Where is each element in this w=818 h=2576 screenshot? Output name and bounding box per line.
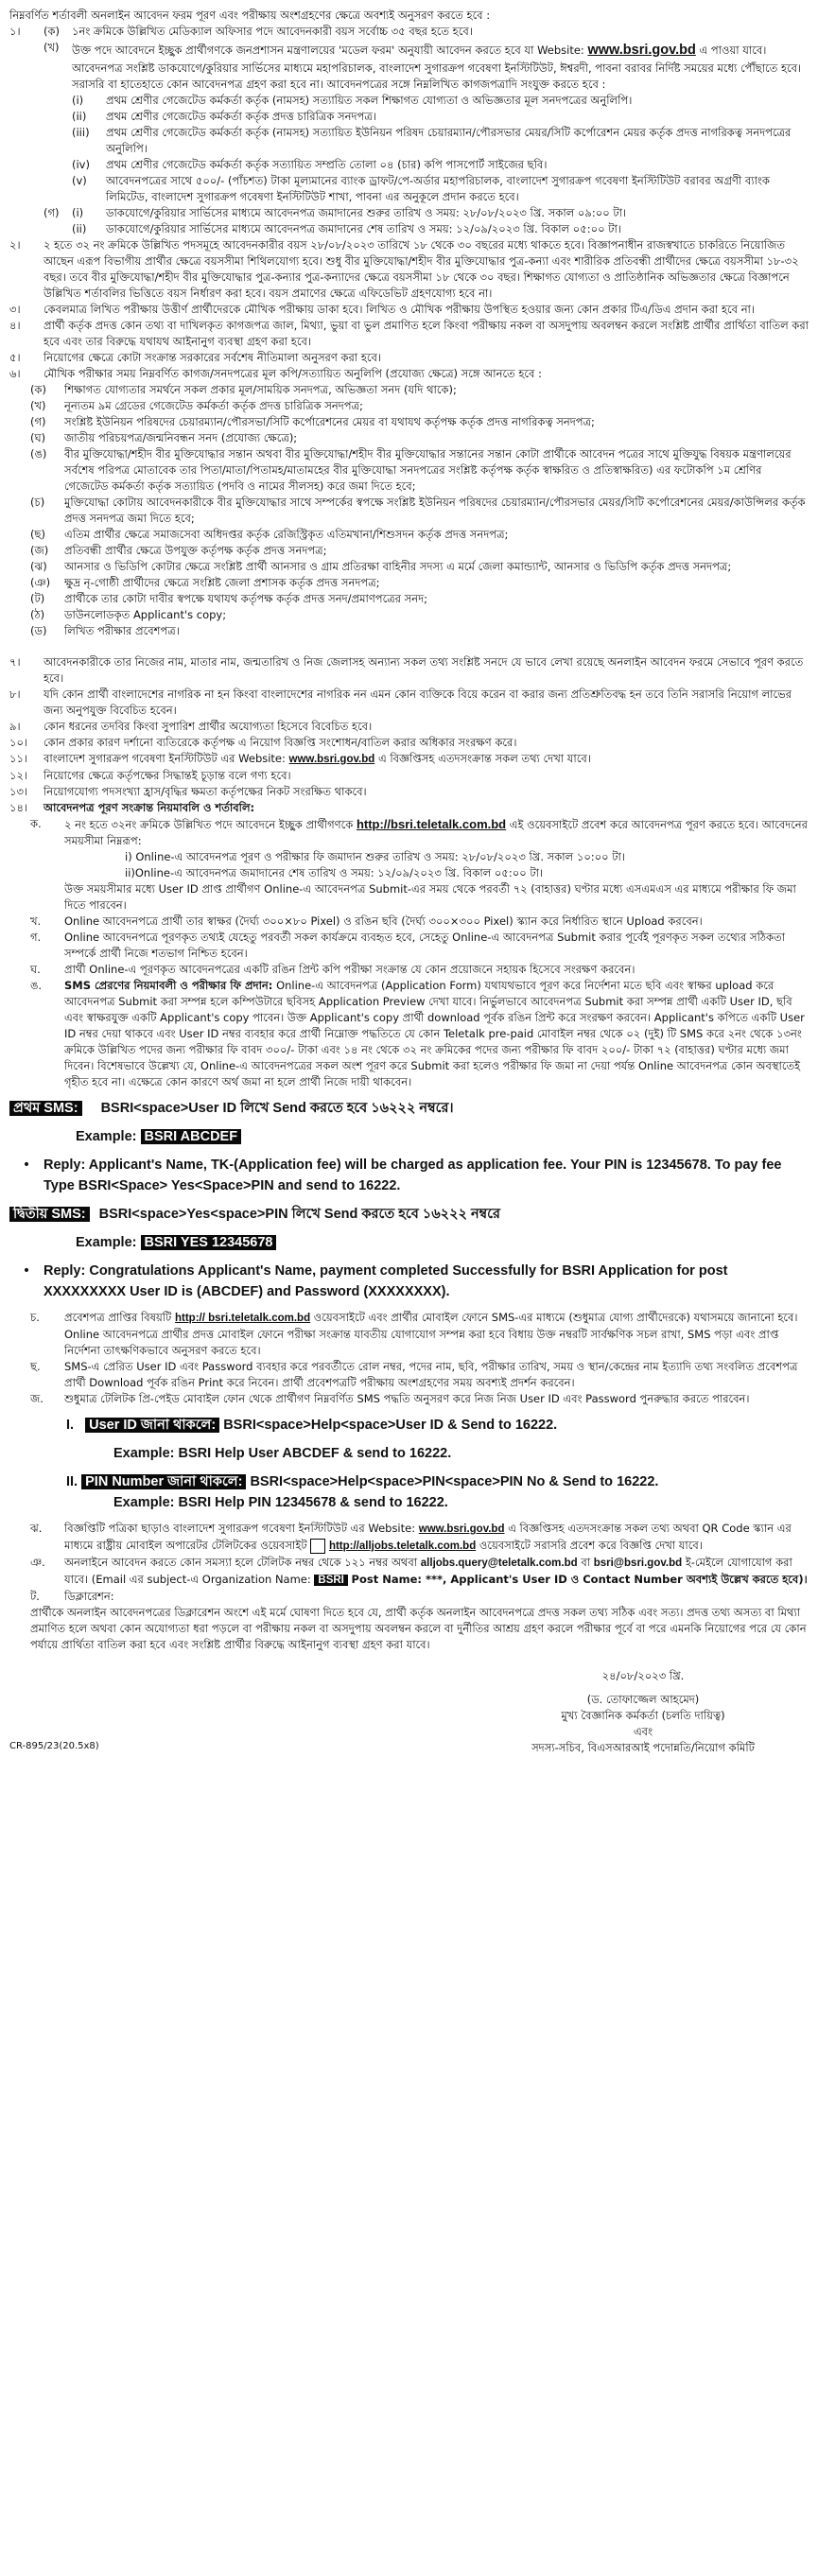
clause-13: ১৩। নিয়োগযোগ্য পদসংখ্যা হ্রাস/বৃদ্ধির ক্ষমতা কর্তৃপক্ষের নিকট সংরক্ষিত থাকবে। [9, 785, 367, 798]
list-item: (ঠ) ডাউনলোডকৃত Applicant's copy; [30, 608, 227, 621]
signatory-title: মুখ্য বৈজ্ঞানিক কর্মকর্তা (চলতি দায়িত্ব) [561, 1709, 725, 1722]
clause-1-items [9, 93, 809, 205]
list-item: জ. শুধুমাত্র টেলিটক প্রি-পেইড মোবাইল ফোন থেকে প্রার্থীগণ নিম্নবর্ণিত SMS পদ্ধতি অনুসরণ করে নিজ নিজ User ID এবং Password পুনরুদ্ধার করতে পারবেন। [30, 1392, 750, 1405]
clause-number: ১। [9, 25, 21, 38]
second-sms-label: দ্বিতীয় SMS: [9, 1207, 90, 1222]
clause-9: ৯। কোন ধরনের তদবির কিংবা সুপারিশ প্রার্থীর অযোগ্যতা হিসেবে বিবেচিত হবে। [9, 720, 373, 733]
clause-2: ২। ২ হতে ৩২ নং ক্রমিকে উল্লিখিত পদসমূহে আবেদনকারীর বয়স ২৮/০৮/২০২৩ তারিখে ১৮ থেকে ৩০ বছরের মধ্যে থাকতে হবে। বিজ্ঞাপনাধীন রাজস্বখাতে চাকরিতে নিয়োজিত আছেন এরূপ বিভাগীয় প্রার্থীর ক্ষেত্রে বয়সসীমা শিথিলযোগ্য হবে। শুধু বীর মুক্তিযোদ্ধা/শহীদ বীর মুক্তিযোদ্ধার পুত্র-কন্যা এবং শারীরিক প্রতিবন্ধী প্রার্থীদের ক্ষেত্রে বয়সসীমা ১৮-৩২ বছর। তবে বীর মুক্তিযোদ্ধা/শহীদ বীর মুক্তিযোদ্ধার পুত্র-কন্যার পুত্র-কন্যাদের ক্ষেত্রে বয়সসীমা ১৮ থেকে ৩০ বছর। শিক্ষাগত যোগ্যতা ও প্রাতিষ্ঠানিক অভিজ্ঞতার ক্ষেত্রে বিজ্ঞাপনে উল্লিখিত শর্তাবলির ভিত্তিতে বয়স নির্ধারণ করা হবে। বয়স প্রমাণের ক্ষেত্রে এফিডেভিট গ্রহণযোগ্য হবে না। [9, 238, 799, 300]
signatory-title-2: সদস্য-সচিব, বিএসআরআই পদোন্নতি/নিয়োগ কমিটি [531, 1741, 755, 1754]
website-link[interactable]: www.bsri.gov.bd [418, 1523, 505, 1535]
website-link[interactable]: www.bsri.gov.bd [587, 43, 696, 58]
clause-14-final [9, 1521, 809, 1653]
teletalk-link[interactable]: http://bsri.teletalk.com.bd [356, 817, 507, 831]
recovery-pin-example: Example: BSRI Help PIN 12345678 & send to 16222. [113, 1495, 448, 1510]
clause-1b [9, 40, 809, 93]
list-item: (iii) প্রথম শ্রেণীর গেজেটেড কর্মকর্তা কর্তৃক (নামসহ) সত্যায়িত ইউনিয়ন পরিষদ চেয়ারম্যান/পৌরসভার মেয়র/সিটি কর্পোরেশন মেয়র কর্তৃক প্রদত্ত নাগরিকত্ব সনদপত্রের অনুলিপি। [72, 126, 792, 155]
clause-sub-label: (খ) [44, 41, 60, 54]
list-item: (গ) সংশ্লিষ্ট ইউনিয়ন পরিষদের চেয়ারম্যান/পৌরসভা/সিটি কর্পোরেশনের মেয়র বা যথাযথ কর্তৃপক্ষ কর্তৃক প্রদত্ত নাগরিকত্ব সনদপত্র; [30, 415, 595, 428]
signature-date: ২৪/০৮/২০২৩ খ্রি. [601, 1669, 685, 1682]
clause-14-items [9, 816, 809, 1090]
fee-note: উক্ত সময়সীমার মধ্যে User ID প্রাপ্ত প্রার্থীগণ Online-এ আবেদনপত্র Submit-এর সময় থেকে পরবর্তী ৭২ (বাহাত্তর) ঘণ্টার মধ্যে এসএমএস এর মাধ্যমে পরীক্ষার ফি জমা দিতে পারবেন। [64, 882, 796, 912]
recovery-user-id-example: Example: BSRI Help User ABCDEF & send to 16222. [113, 1446, 452, 1461]
date-line: i) Online-এ আবেদনপত্র পূরণ ও পরীক্ষার ফি জমাদান শুরুর তারিখ ও সময়: ২৮/০৮/২০২৩ খ্রি. সকাল ১০:০০ টা। [125, 850, 625, 863]
list-item: (চ) মুক্তিযোদ্ধা কোটায় আবেদনকারীকে বীর মুক্তিযোদ্ধার সাথে সম্পর্কের স্বপক্ষে সংশ্লিষ্ট ইউনিয়ন পরিষদের চেয়ারম্যান/পৌরসভার মেয়র/সিটি কর্পোরেশনের মেয়র/কাউন্সিলর কর্তৃক প্রদত্ত সনদপত্র জমা দিতে হবে; [30, 496, 806, 525]
clause-6: ৬। মৌখিক পরীক্ষার সময় নিম্নবর্ণিত কাগজ/সনদপত্রের মূল কপি/সত্যায়িত অনুলিপি (প্রযোজ্য ক্ষেত্রে) সঙ্গে আনতে হবে : [9, 367, 542, 380]
second-sms-line: দ্বিতীয় SMS: BSRI<space>Yes<space>PIN লিখে Send করতে হবে ১৬২২২ নম্বরে [9, 1204, 809, 1225]
list-item: গ. Online আবেদনপত্রে পূরণকৃত তথ্যই যেহেতু পরবর্তী সকল কার্যক্রমে ব্যবহৃত হবে, সেহেতু Online-এ আবেদনপত্র Submit করার পূর্বেই পূরণকৃত সকল তথ্যের সঠিকতা সম্পর্কে প্রার্থী নিজে শতভাগ নিশ্চিত হবেন। [30, 931, 786, 960]
list-item: (ক) শিক্ষাগত যোগ্যতার সমর্থনে সকল প্রকার মূল/সাময়িক সনদপত্র, অভিজ্ঞতা সনদ (যদি থাকে); [30, 383, 457, 396]
list-item: (ঝ) আনসার ও ভিডিপি কোটার ক্ষেত্রে সংশ্লিষ্ট প্রার্থী আনসার ও গ্রাম প্রতিরক্ষা বাহিনীর সদস্য এ মর্মে জেলা কমান্ড্যান্ট, আনসার ও ভিডিপি কর্তৃক প্রদত্ত সনদপত্র; [30, 560, 732, 573]
second-sms-example: Example: BSRI YES 12345678 [9, 1232, 809, 1253]
list-item: ক. ২ নং হতে ৩২নং ক্রমিকে উল্লিখিত পদে আবেদনে ইচ্ছুক প্রার্থীগণকে http://bsri.teletalk.com.bd এই ওয়েবসাইটে প্রবেশ করে আবেদনপত্র পূরণ করতে হবে। আবেদনের সময়সীমা নিম্নরূপ: [30, 817, 808, 847]
list-item: (v) আবেদনপত্রের সাথে ৫০০/- (পাঁচশত) টাকা মূল্যমানের ব্যাংক ড্রাফট/পে-অর্ডার মহাপরিচালক, বাংলাদেশ সুগারক্রপ গবেষণা ইনস্টিটিউট বরাবর অগ্রণী ব্যাংক লিমিটেড, বাংলাদেশ সুগারক্রপ গবেষণা ইনস্টিটিউট শাখা, পাবনা এর অনুকূলে প্রদান করতে হবে। [72, 174, 770, 203]
second-sms-reply: • Reply: Congratulations Applicant's Name, payment completed Successfully for BSRI Application for post XXXXXXXXX User ID is (ABCDEF) and Password (XXXXXXXX). [22, 1263, 728, 1299]
first-sms-line: প্রথম SMS: BSRI<space>User ID লিখে Send করতে হবে ১৬২২২ নম্বরে। [9, 1098, 809, 1119]
bsri-email[interactable]: bsri@bsri.gov.bd [593, 1558, 683, 1569]
recovery-user-id: I. User ID জানা থাকলে: BSRI<space>Help<space>User ID & Send to 16222. [66, 1418, 558, 1433]
list-item: (ঞ) ক্ষুদ্র নৃ-গোষ্ঠী প্রার্থীদের ক্ষেত্রে সংশ্লিষ্ট জেলা প্রশাসক কর্তৃক প্রদত্ত সনদপত্র; [30, 576, 380, 589]
recovery-pin: II. PIN Number জানা থাকলে: BSRI<space>Help<space>PIN<space>PIN No & Send to 16222. [66, 1474, 659, 1489]
clause-14-more [9, 1310, 809, 1407]
list-item: ছ. SMS-এ প্রেরিত User ID এবং Password ব্যবহার করে পরবর্তীতে রোল নম্বর, পদের নাম, ছবি, পরীক্ষার তারিখ, সময় ও স্থান/কেন্দ্রের নাম ইত্যাদি তথ্য সংবলিত প্রবেশপত্র প্রার্থী Download পূর্বক রঙিন Print করে নিবেন। প্রার্থী প্রবেশপত্রটি পরীক্ষায় অংশগ্রহণের সময় অবশ্যই প্রদর্শন করবেন। [30, 1360, 798, 1389]
clause-1 [9, 24, 809, 40]
clause-12: ১২। নিয়োগের ক্ষেত্রে কর্তৃপক্ষের সিদ্ধান্তই চূড়ান্ত বলে গণ্য হবে। [9, 769, 291, 782]
intro-text: নিম্নবর্ণিত শর্তাবলী অনলাইন আবেদন ফরম পূরণ এবং পরীক্ষায় অংশগ্রহণের ক্ষেত্রে অবশ্যই অনুসরণ করতে হবে : [9, 9, 491, 22]
list-item: (ঘ) জাতীয় পরিচয়পত্র/জন্মনিবন্ধন সনদ (প্রযোজ্য ক্ষেত্রে); [30, 431, 298, 444]
clause-6-items [9, 382, 809, 639]
clause-14: ১৪। আবেদনপত্র পূরণ সংক্রান্ত নিয়মাবলি ও শর্তাবলি: [9, 801, 255, 814]
list-item: (ছ) এতিম প্রার্থীর ক্ষেত্রে সমাজসেবা অধিদপ্তর কর্তৃক রেজিস্ট্রিকৃত এতিমখানা/শিশুসদন কর্তৃক প্রদত্ত সনদপত্র; [30, 528, 509, 541]
clause-10: ১০। কোন প্রকার কারণ দর্শানো ব্যতিরেকে কর্তৃপক্ষ এ নিয়োগ বিজ্ঞপ্তি সংশোধন/বাতিল করার অধিকার সংরক্ষণ করে। [9, 736, 517, 749]
list-item: চ. প্রবেশপত্র প্রাপ্তির বিষয়টি http:// bsri.teletalk.com.bd ওয়েবসাইটে এবং প্রার্থীর মোবাইল ফোনে SMS-এর মাধ্যমে (শুধুমাত্র যোগ্য প্রার্থীদেরকে) যথাসময়ে জানানো হবে। Online আবেদনপত্রে প্রার্থীর প্রদত্ত মোবাইল ফোনে পরীক্ষা সংক্রান্ত যাবতীয় যোগাযোগ সম্পন্ন করা হবে বিধায় উক্ত নম্বরটি সার্বক্ষণিক সচল রাখা, SMS পড়া এবং প্রাপ্ত নির্দেশনা তাৎক্ষণিকভাবে অনুসরণ করতে হবে। [30, 1311, 798, 1357]
alljobs-link[interactable]: http://alljobs.teletalk.com.bd [328, 1540, 477, 1552]
list-item: (খ) নূন্যতম ৯ম গ্রেডের গেজেটেড কর্মকর্তা কর্তৃক প্রদত্ত চারিত্রিক সনদপত্র; [30, 399, 363, 412]
footer-code: CR-895/23(20.5x8) [9, 1741, 99, 1751]
list-item: ঙ. SMS প্রেরণের নিয়মাবলী ও পরীক্ষার ফি প্রদান: Online-এ আবেদনপত্র (Application Form) যথাযথভাবে পূরণ করে নির্দেশনা মতে ছবি এবং স্বাক্ষর upload করে আবেদনপত্র Submit করা সম্পন্ন হলে কম্পিউটারে ছবিসহ Application Preview দেখা যাবে। নির্ভুলভাবে আবেদনপত্র Submit করা সম্পন্ন প্রার্থী একটি User ID, ছবি এবং স্বাক্ষরযুক্ত একটি Applicant's copy পাবেন। উক্ত Applicant's copy প্রার্থী download পূর্বক রঙিন প্রিন্ট করে সংরক্ষণ করবেন। Applicant's কপিতে একটি User ID নম্বর দেয়া থাকবে এবং User ID নম্বর ব্যবহার করে প্রার্থী নিম্নোক্ত পদ্ধতিতে যে কোন Teletalk pre-paid মোবাইল নম্বর থেকে ০২ (দুই) টি SMS করে ২নং থেকে ১৩নং ক্রমিকে উল্লিখিত পদের জন্য পরীক্ষার ফি বাবদ ৩০০/- টাকা এবং ১৪ নং থেকে ৩২ নং ক্রমিকের পদের জন্য পরীক্ষার ফি বাবদ ২০০/- টাকা ৭২ (বাহাত্তর) ঘণ্টার মধ্যে জমা দিবেন। বিশেষভাবে উল্লেখ্য যে, Online-এ আবেদনপত্রের সকল অংশ পূরণ করে Submit করা হলেও পরীক্ষার ফি জমা না দেয়া পর্যন্ত Online আবেদনপত্র কোন অবস্থাতেই গৃহীত হবে না। এক্ষেত্রে কোন কারণে অর্থ জমা না হলে প্রার্থী নিজে দায়ী থাকবেন। [30, 979, 805, 1088]
query-email[interactable]: alljobs.query@teletalk.com.bd [420, 1558, 578, 1569]
clause-11: ১১। বাংলাদেশ সুগারক্রপ গবেষণা ইনস্টিটিউট এর Website: www.bsri.gov.bd এ বিজ্ঞপ্তিসহ এতদসংক্রান্ত সকল তথ্য দেখা যাবে। [9, 752, 591, 765]
list-item: (iv) প্রথম শ্রেণীর গেজেটেড কর্মকর্তা কর্তৃক সত্যায়িত সম্প্রতি তোলা ০৪ (চার) কপি পাসপোর্ট সাইজের ছবি। [72, 158, 548, 171]
first-sms-label: প্রথম SMS: [9, 1101, 82, 1116]
list-item: (i) প্রথম শ্রেণীর গেজেটেড কর্মকর্তা কর্তৃক (নামসহ) সত্যায়িত সকল শিক্ষাগত যোগ্যতা ও অভিজ্ঞতার মূল সনদপত্রের অনুলিপি। [72, 94, 633, 107]
teletalk-link[interactable]: http:// bsri.teletalk.com.bd [174, 1313, 311, 1324]
list-item: (জ) প্রতিবন্ধী প্রার্থীর ক্ষেত্রে উপযুক্ত কর্তৃপক্ষ কর্তৃক প্রদত্ত সনদপত্র; [30, 544, 327, 557]
list-item: (ট) প্রার্থীকে তার কোটা দাবীর স্বপক্ষে যথাযথ কর্তৃপক্ষ কর্তৃক প্রদত্ত সনদ/প্রমাণপত্রের সনদ; [30, 592, 428, 605]
qr-code-icon [310, 1539, 325, 1554]
clause-text: ১নং ক্রমিকে উল্লিখিত মেডিক্যাল অফিসার পদে আবেদনকারী বয়স সর্বোচ্চ ৩৫ বছর হতে হবে। [72, 25, 473, 38]
clause-sub-label: (ক) [44, 25, 61, 38]
date-line: ii)Online-এ আবেদনপত্র জমাদানের শেষ তারিখ ও সময়: ১২/০৯/২০২৩ খ্রি. বিকাল ০৫:০০ টা। [125, 866, 544, 879]
website-link[interactable]: www.bsri.gov.bd [288, 754, 375, 765]
list-item: ঘ. প্রার্থী Online-এ পূরণকৃত আবেদনপত্রের একটি রঙিন প্রিন্ট কপি পরীক্ষা সংক্রান্ত যে কোন প্রয়োজনে সহায়ক হিসেবে সংরক্ষণ করবেন। [30, 963, 635, 976]
list-item: ঞ. অনলাইনে আবেদন করতে কোন সমস্যা হলে টেলিটক নম্বর থেকে ১২১ নম্বর অথবা alljobs.query@teletalk.com.bd বা bsri@bsri.gov.bd ই-মেইলে যোগাযোগ করা যাবে। (Email এর subject-এ Organization Name: BSRI Post Name: ***, Applicant's User ID ও Contact Number অবশ্যই উল্লেখ করতে হবে)। [30, 1556, 808, 1586]
declaration-text: প্রার্থীকে অনলাইন আবেদনপত্রের ডিক্লারেশন অংশে এই মর্মে ঘোষণা দিতে হবে যে, প্রার্থী কর্তৃক অনলাইন আবেদনপত্রে প্রদত্ত সকল তথ্য সঠিক এবং সত্য। প্রদত্ত তথ্য অসত্য বা মিথ্যা প্রমাণিত হলে অথবা কোন অযোগ্যতা ধরা পড়লে বা পরীক্ষায় নকল বা অসদুপায় অবলম্বন করলে বা দুর্নীতির আশ্রয় গ্রহণ করলে পরীক্ষার পূর্বে বা পরে এমনকি নিয়োগের পরে যে কোন পর্যায়ে প্রার্থিতা বাতিল করা হবে এবং সংশ্লিষ্ট প্রার্থীর বিরুদ্ধে আইনানুগ ব্যবস্থা গ্রহণ করা যাবে। [30, 1606, 807, 1651]
list-item: (ঙ) বীর মুক্তিযোদ্ধা/শহীদ বীর মুক্তিযোদ্ধার সন্তান অথবা বীর মুক্তিযোদ্ধা/শহীদ বীর মুক্তিযোদ্ধার সন্তানের সন্তান কোটা প্রার্থীকে আবেদন পত্রের সাথে মুক্তিযুদ্ধ বিষয়ক মন্ত্রণালয়ের সর্বশেষ পরিপত্র মোতাবেক তার পিতা/মাতা/পিতামহ/মাতামহের বীর মুক্তিযোদ্ধা সনদপত্রের সংশ্লিষ্ট কর্তৃপক্ষ কর্তৃক স্বাক্ষরিত ও প্রতিস্বাক্ষরিত) এর ফটোকপি ১ম শ্রেণির গেজেটেড কর্মকর্তা কর্তৃক সত্যায়িত (পদবি ও নামের সীলসহ) করে জমা দিতে হবে; [30, 447, 792, 493]
signatory-name: (ড. তোফাজ্জেল আহমেদ) [586, 1693, 700, 1706]
job-circular-document [9, 0, 809, 1754]
clause-3: ৩। কেবলমাত্র লিখিত পরীক্ষায় উত্তীর্ণ প্রার্থীদেরকে মৌখিক পরীক্ষায় ডাকা হবে। লিখিত ও মৌখিক পরীক্ষায় উপস্থিত হওয়ার জন্য কোন প্রকার টিএ/ডিএ প্রদান করা হবে না। [9, 303, 756, 316]
clause-1g: (গ) (i) ডাকযোগে/কুরিয়ার সার্ভিসের মাধ্যমে আবেদনপত্র জমাদানের শুরুর তারিখ ও সময়: ২৮/০৮/২০২৩ খ্রি. সকাল ০৯:০০ টা। [44, 206, 627, 219]
sms-section [9, 1098, 809, 1302]
list-item: ঝ. বিজ্ঞপ্তিটি পত্রিকা ছাড়াও বাংলাদেশ সুগারক্রপ গবেষণা ইনস্টিটিউট এর Website: www.bsri.gov.bd এ বিজ্ঞপ্তিসহ এতদসংক্রান্ত সকল তথ্য অথবা QR Code স্ক্যান এর মাধ্যমে রাষ্ট্রীয় মোবাইল অপারেটর টেলিটকের ওয়েবসাইট http://alljobs.teletalk.com.bd ওয়েবসাইটে সরাসরি প্রবেশ করে বিজ্ঞপ্তি দেখা যাবে। [30, 1522, 792, 1552]
clause-8: ৮। যদি কোন প্রার্থী বাংলাদেশের নাগরিক না হন কিংবা বাংলাদেশের নাগরিক নন এমন কোন ব্যক্তিকে বিয়ে করেন বা করার জন্য প্রতিশ্রুতিবদ্ধ হন তবে তিনি সরাসরি নিয়োগ লাভের জন্য অনুপযুক্ত বিবেচিত হবেন। [9, 688, 792, 717]
clause-7: ৭। আবেদনকারীকে তার নিজের নাম, মাতার নাম, জন্মতারিখ ও নিজ জেলাসহ অন্যান্য সকল তথ্য সংশ্লিষ্ট সনদে যে ভাবে লেখা রয়েছে অনলাইন আবেদন ফরমে সেভাবে পূরণ করতে হবে। [9, 655, 804, 685]
clause-5: ৫। নিয়োগের ক্ষেত্রে কোটা সংক্রান্ত সরকারের সর্বশেষ নীতিমালা অনুসরণ করা হবে। [9, 351, 382, 364]
first-sms-example: Example: BSRI ABCDEF [9, 1126, 809, 1147]
clause-4: ৪। প্রার্থী কর্তৃক প্রদত্ত কোন তথ্য বা দাখিলকৃত কাগজপত্র জাল, মিথ্যা, ভুয়া বা ভুল প্রমাণিত হলে কিংবা পরীক্ষায় নকল বা অসদুপায় অবলম্বন করলে সংশ্লিষ্ট প্রার্থীর প্রার্থিতা বাতিল করা হবে এবং তার বিরুদ্ধে যথাযথ আইনানুগ ব্যবস্থা গ্রহণ করা হবে। [9, 319, 809, 348]
list-item: (ড) লিখিত পরীক্ষার প্রবেশপত্র। [30, 624, 180, 637]
list-item: ট. ডিক্লারেশন: [30, 1590, 114, 1603]
password-recovery [9, 1415, 809, 1513]
list-item: (ii) প্রথম শ্রেণীর গেজেটেড কর্মকর্তা কর্তৃক প্রদত্ত চারিত্রিক সনদপত্র। [72, 110, 376, 123]
signatory-and: এবং [633, 1725, 653, 1738]
clause-1g2: (ii) ডাকযোগে/কুরিয়ার সার্ভিসের মাধ্যমে আবেদনপত্র জমাদানের শেষ তারিখ ও সময়: ১২/০৯/২০২৩ খ্রি. বিকাল ০৫:০০ টা। [72, 222, 621, 235]
clause-text: উক্ত পদে আবেদনে ইচ্ছুক প্রার্থীগণকে জনপ্রশাসন মন্ত্রণালয়ের 'মডেল ফরম' অনুযায়ী আবেদন করতে হবে যা Website: www.bsri.gov.bd এ পাওয়া যাবে। আবেদনপত্র সংশ্লিষ্ট ডাকযোগে/কুরিয়ার সার্ভিসের মাধ্যমে মহাপরিচালক, বাংলাদেশ সুগারক্রপ গবেষণা ইনস্টিটিউট, ঈশ্বরদী, পাবনা বরাবর নির্দিষ্ট সময়ের মধ্যে পৌঁছাতে হবে। সরাসরি বা হাতেহাতে কোন আবেদনপত্র গ্রহণ করা হবে না। আবেদনপত্রের সঙ্গে নিম্নলিখিত কাগজপত্রাদি সংযুক্ত করতে হবে : [72, 43, 802, 91]
first-sms-reply: • Reply: Applicant's Name, TK-(Application fee) will be charged as application fee. Your PIN is 12345678. To pay fee Type BSRI<Space> Yes<Space>PIN and send to 16222. [22, 1157, 782, 1193]
list-item: খ. Online আবেদনপত্রে প্রার্থী তার স্বাক্ষর (দৈর্ঘ্য ৩০০×৮০ Pixel) ও রঙিন ছবি (দৈর্ঘ্য ৩০০×৩০০ Pixel) স্ক্যান করে নির্ধারিত স্থানে Upload করবেন। [30, 914, 703, 928]
